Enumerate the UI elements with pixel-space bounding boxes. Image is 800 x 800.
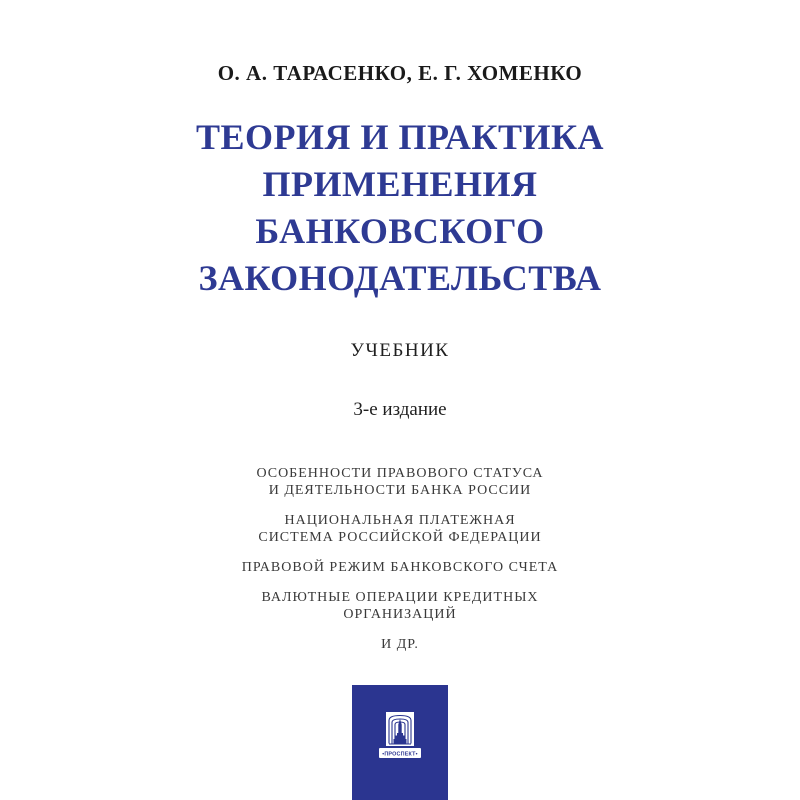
topic-line: ВАЛЮТНЫЕ ОПЕРАЦИИ КРЕДИТНЫХ bbox=[261, 590, 539, 605]
title-line-4: ЗАКОНОДАТЕЛЬСТВА bbox=[198, 258, 602, 298]
title-line-2: ПРИМЕНЕНИЯ bbox=[262, 164, 538, 204]
prospekt-tower-arch-icon bbox=[379, 712, 421, 758]
publisher-logo bbox=[352, 685, 448, 800]
topic-line: НАЦИОНАЛЬНАЯ ПЛАТЕЖНАЯ bbox=[284, 513, 516, 528]
title-line-1: ТЕОРИЯ И ПРАКТИКА bbox=[195, 117, 605, 157]
subtitle-uchebnik: УЧЕБНИК bbox=[350, 340, 450, 361]
topic-line: ОСОБЕННОСТИ ПРАВОВОГО СТАТУСА bbox=[256, 466, 544, 481]
topic-line: ОРГАНИЗАЦИЙ bbox=[343, 607, 457, 622]
authors-line: О. А. ТАРАСЕНКО, Е. Г. ХОМЕНКО bbox=[217, 61, 583, 85]
topic-line: ПРАВОВОЙ РЕЖИМ БАНКОВСКОГО СЧЕТА bbox=[241, 560, 559, 575]
topic-item bbox=[0, 636, 800, 653]
title-line-3: БАНКОВСКОГО bbox=[255, 211, 545, 251]
edition-label: 3-е издание bbox=[353, 399, 447, 420]
book-title bbox=[0, 114, 800, 302]
topic-item bbox=[0, 559, 800, 576]
publisher-name-label: •ПРОСПЕКТ• bbox=[382, 751, 418, 758]
topic-item bbox=[0, 465, 800, 499]
topic-line: И ДР. bbox=[381, 637, 419, 652]
topic-line: И ДЕЯТЕЛЬНОСТИ БАНКА РОССИИ bbox=[268, 483, 532, 498]
topic-item bbox=[0, 512, 800, 546]
topic-line: СИСТЕМА РОССИЙСКОЙ ФЕДЕРАЦИИ bbox=[258, 530, 542, 545]
topic-item bbox=[0, 589, 800, 623]
topics-list bbox=[0, 465, 800, 653]
